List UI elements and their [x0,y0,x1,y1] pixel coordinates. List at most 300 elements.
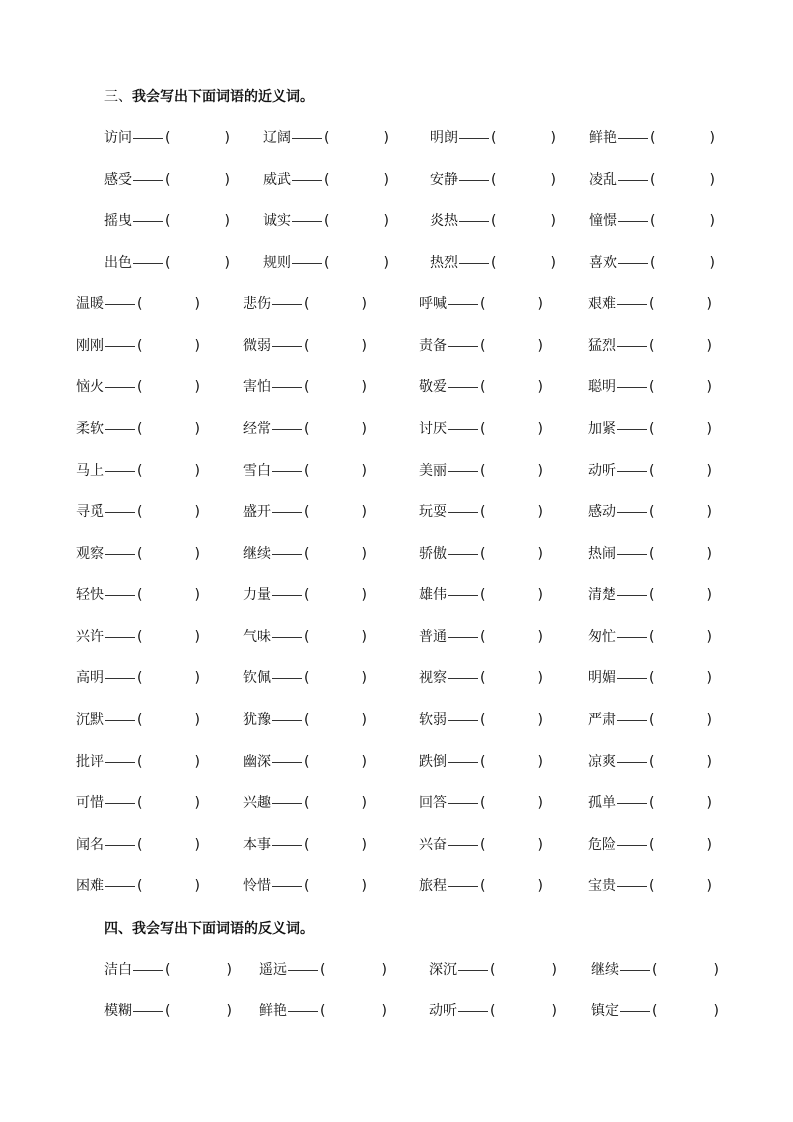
answer-blank[interactable] [485,379,537,395]
right-paren: ) [709,255,715,271]
left-paren: ( [304,587,310,603]
right-paren: ) [537,379,543,395]
dash-line [105,803,135,804]
answer-blank[interactable] [309,837,361,853]
answer-blank[interactable] [496,172,550,188]
right-paren: ) [537,629,543,645]
word-label: 热烈 [430,255,458,271]
right-paren: ) [194,878,200,894]
left-paren: ( [137,587,143,603]
word-label: 钦佩 [243,670,271,686]
word-label: 责备 [419,338,447,354]
answer-blank[interactable] [170,1003,226,1019]
answer-blank[interactable] [309,795,361,811]
word-item [588,876,712,896]
dash-line [105,346,135,347]
answer-blank[interactable] [325,1003,381,1019]
word-row [0,668,793,688]
right-paren: ) [537,754,543,770]
word-label: 兴奋 [419,837,447,853]
answer-blank[interactable] [485,296,537,312]
word-label: 犹豫 [243,712,271,728]
right-paren: ) [361,504,367,520]
answer-blank[interactable] [654,629,706,645]
answer-blank[interactable] [496,255,550,271]
answer-blank[interactable] [654,546,706,562]
answer-blank[interactable] [496,130,550,146]
left-paren: ( [304,712,310,728]
dash-line [105,554,135,555]
dash-line [448,803,478,804]
dash-line [105,304,135,305]
left-paren: ( [324,255,330,271]
dash-line [458,970,488,971]
left-paren: ( [480,421,486,437]
answer-blank[interactable] [142,629,194,645]
answer-blank[interactable] [655,213,709,229]
section-title: 我会写出下面词语的反义词。 [132,921,314,937]
right-paren: ) [713,1003,719,1019]
word-item [243,876,367,896]
word-item [76,876,200,896]
answer-blank[interactable] [142,837,194,853]
answer-blank[interactable] [654,837,706,853]
left-paren: ( [649,463,655,479]
answer-blank[interactable] [142,712,194,728]
word-item [588,294,712,314]
right-paren: ) [361,754,367,770]
right-paren: ) [381,1003,387,1019]
answer-blank[interactable] [142,379,194,395]
answer-blank[interactable] [309,587,361,603]
answer-blank[interactable] [170,962,226,978]
word-row [0,502,793,522]
word-item [76,461,200,481]
answer-blank[interactable] [329,213,383,229]
word-item [429,960,557,980]
word-item [591,1001,719,1021]
dash-line [133,180,163,181]
dash-line [272,387,302,388]
right-paren: ) [361,463,367,479]
dash-line [617,886,647,887]
left-paren: ( [137,421,143,437]
left-paren: ( [137,629,143,645]
answer-blank[interactable] [309,878,361,894]
answer-blank[interactable] [170,130,224,146]
left-paren: ( [649,421,655,437]
dash-line [617,304,647,305]
word-item [243,336,367,356]
dash-line [272,429,302,430]
dash-line [448,512,478,513]
right-paren: ) [550,130,556,146]
word-label: 出色 [104,255,132,271]
dash-line [133,263,163,264]
answer-blank[interactable] [485,504,537,520]
word-row [0,377,793,397]
word-label: 凉爽 [588,754,616,770]
dash-line [617,637,647,638]
left-paren: ( [480,795,486,811]
dash-line [272,346,302,347]
answer-blank[interactable] [655,130,709,146]
answer-blank[interactable] [309,379,361,395]
right-paren: ) [537,712,543,728]
answer-blank[interactable] [654,670,706,686]
word-label: 感动 [588,504,616,520]
left-paren: ( [165,213,171,229]
dash-line [288,970,318,971]
word-item [589,128,715,148]
word-item [243,502,367,522]
right-paren: ) [706,795,712,811]
answer-blank[interactable] [485,338,537,354]
word-label: 微弱 [243,338,271,354]
right-paren: ) [194,629,200,645]
word-item [243,627,367,647]
left-paren: ( [304,421,310,437]
right-paren: ) [383,213,389,229]
right-paren: ) [537,546,543,562]
word-row [0,585,793,605]
answer-blank[interactable] [654,379,706,395]
answer-blank[interactable] [654,795,706,811]
right-paren: ) [224,255,230,271]
answer-blank[interactable] [654,878,706,894]
right-paren: ) [361,837,367,853]
left-paren: ( [480,463,486,479]
left-paren: ( [304,504,310,520]
word-item [588,336,712,356]
left-paren: ( [137,837,143,853]
answer-blank[interactable] [309,629,361,645]
right-paren: ) [224,130,230,146]
right-paren: ) [224,172,230,188]
word-item [104,960,232,980]
word-item [243,710,367,730]
answer-blank[interactable] [485,629,537,645]
right-paren: ) [194,504,200,520]
right-paren: ) [361,670,367,686]
answer-blank[interactable] [654,296,706,312]
word-item [419,876,543,896]
word-item [263,170,389,190]
word-label: 热闹 [588,546,616,562]
left-paren: ( [649,837,655,853]
word-item [76,419,200,439]
left-paren: ( [304,379,310,395]
right-paren: ) [706,754,712,770]
answer-blank[interactable] [142,587,194,603]
answer-blank[interactable] [654,338,706,354]
right-paren: ) [537,463,543,479]
right-paren: ) [706,421,712,437]
word-label: 悲伤 [243,296,271,312]
section-title: 我会写出下面词语的近义词。 [132,89,314,105]
answer-blank[interactable] [485,463,537,479]
word-label: 柔软 [76,421,104,437]
word-item [259,960,387,980]
word-item [588,377,712,397]
left-paren: ( [137,338,143,354]
word-row [0,170,793,190]
left-paren: ( [137,296,143,312]
answer-blank[interactable] [309,463,361,479]
word-row [0,835,793,855]
answer-blank[interactable] [309,421,361,437]
dash-line [448,471,478,472]
right-paren: ) [194,296,200,312]
word-label: 批评 [76,754,104,770]
dash-line [272,512,302,513]
right-paren: ) [537,421,543,437]
right-paren: ) [537,837,543,853]
left-paren: ( [480,754,486,770]
left-paren: ( [650,213,656,229]
word-item [588,835,712,855]
answer-blank[interactable] [309,296,361,312]
word-item [589,253,715,273]
answer-blank[interactable] [655,255,709,271]
answer-blank[interactable] [170,172,224,188]
answer-blank[interactable] [654,754,706,770]
answer-blank[interactable] [325,962,381,978]
right-paren: ) [194,754,200,770]
left-paren: ( [480,629,486,645]
dash-line [292,180,322,181]
word-item [588,668,712,688]
left-paren: ( [137,754,143,770]
answer-blank[interactable] [142,754,194,770]
answer-blank[interactable] [309,338,361,354]
answer-blank[interactable] [654,712,706,728]
answer-blank[interactable] [654,421,706,437]
answer-blank[interactable] [485,712,537,728]
word-item [104,170,230,190]
dash-line [292,263,322,264]
word-label: 炎热 [430,213,458,229]
answer-blank[interactable] [657,962,713,978]
answer-blank[interactable] [329,130,383,146]
answer-blank[interactable] [329,172,383,188]
answer-blank[interactable] [495,1003,551,1019]
left-paren: ( [165,130,171,146]
left-paren: ( [649,504,655,520]
word-label: 刚刚 [76,338,104,354]
answer-blank[interactable] [309,504,361,520]
answer-blank[interactable] [170,213,224,229]
answer-blank[interactable] [142,795,194,811]
answer-blank[interactable] [309,712,361,728]
word-label: 闻名 [76,837,104,853]
answer-blank[interactable] [655,172,709,188]
dash-line [617,720,647,721]
left-paren: ( [165,1003,171,1019]
dash-line [105,512,135,513]
right-paren: ) [194,837,200,853]
answer-blank[interactable] [496,213,550,229]
dash-line [133,1011,163,1012]
answer-blank[interactable] [485,421,537,437]
dash-line [459,180,489,181]
right-paren: ) [550,172,556,188]
word-label: 经常 [243,421,271,437]
answer-blank[interactable] [485,587,537,603]
left-paren: ( [304,629,310,645]
dash-line [617,554,647,555]
dash-line [459,263,489,264]
word-item [430,170,556,190]
word-label: 困难 [76,878,104,894]
answer-blank[interactable] [142,463,194,479]
left-paren: ( [649,379,655,395]
word-label: 匆忙 [588,629,616,645]
word-item [243,461,367,481]
answer-blank[interactable] [309,546,361,562]
word-item [76,835,200,855]
left-paren: ( [320,962,326,978]
right-paren: ) [706,546,712,562]
word-label: 跌倒 [419,754,447,770]
left-paren: ( [650,255,656,271]
word-row [0,627,793,647]
answer-blank[interactable] [142,296,194,312]
word-item [419,377,543,397]
answer-blank[interactable] [654,587,706,603]
dash-line [272,595,302,596]
dash-line [448,886,478,887]
dash-line [448,554,478,555]
answer-blank[interactable] [654,504,706,520]
dash-line [272,678,302,679]
left-paren: ( [480,379,486,395]
right-paren: ) [537,878,543,894]
word-item [588,461,712,481]
answer-blank[interactable] [495,962,551,978]
answer-blank[interactable] [142,338,194,354]
word-label: 软弱 [419,712,447,728]
word-item [419,419,543,439]
answer-blank[interactable] [142,670,194,686]
word-label: 猛烈 [588,338,616,354]
word-label: 访问 [104,130,132,146]
dash-line [617,803,647,804]
word-label: 观察 [76,546,104,562]
answer-blank[interactable] [485,837,537,853]
answer-blank[interactable] [329,255,383,271]
word-item [588,710,712,730]
word-label: 遥远 [259,962,287,978]
word-label: 明媚 [588,670,616,686]
word-item [76,710,200,730]
answer-blank[interactable] [142,504,194,520]
left-paren: ( [491,213,497,229]
word-label: 可惜 [76,795,104,811]
dash-line [618,221,648,222]
dash-line [448,429,478,430]
word-item [588,752,712,772]
answer-blank[interactable] [654,463,706,479]
left-paren: ( [480,712,486,728]
left-paren: ( [491,172,497,188]
dash-line [105,429,135,430]
word-row [0,294,793,314]
answer-blank[interactable] [142,421,194,437]
answer-blank[interactable] [309,670,361,686]
word-item [76,336,200,356]
right-paren: ) [383,130,389,146]
left-paren: ( [480,504,486,520]
right-paren: ) [551,1003,557,1019]
dash-line [105,678,135,679]
answer-blank[interactable] [657,1003,713,1019]
left-paren: ( [304,338,310,354]
word-item [76,627,200,647]
word-item [430,211,556,231]
left-paren: ( [137,712,143,728]
right-paren: ) [537,670,543,686]
answer-blank[interactable] [485,670,537,686]
left-paren: ( [304,670,310,686]
right-paren: ) [361,421,367,437]
left-paren: ( [137,546,143,562]
left-paren: ( [480,878,486,894]
word-label: 动听 [429,1003,457,1019]
dash-line [617,845,647,846]
word-item [76,294,200,314]
answer-blank[interactable] [485,878,537,894]
left-paren: ( [304,546,310,562]
left-paren: ( [480,296,486,312]
dash-line [617,762,647,763]
word-label: 普通 [419,629,447,645]
right-paren: ) [361,338,367,354]
dash-line [272,845,302,846]
word-item [591,960,719,980]
word-row [0,211,793,231]
dash-line [105,886,135,887]
left-paren: ( [320,1003,326,1019]
right-paren: ) [194,379,200,395]
left-paren: ( [652,1003,658,1019]
right-paren: ) [706,587,712,603]
word-item [259,1001,387,1021]
answer-blank[interactable] [485,546,537,562]
dash-line [448,762,478,763]
dash-line [458,1011,488,1012]
word-label: 宝贵 [588,878,616,894]
word-item [419,336,543,356]
right-paren: ) [537,795,543,811]
word-item [243,793,367,813]
answer-blank[interactable] [485,795,537,811]
dash-line [448,304,478,305]
answer-blank[interactable] [142,878,194,894]
word-item [243,752,367,772]
word-item [243,585,367,605]
dash-line [105,845,135,846]
right-paren: ) [194,546,200,562]
word-row [0,461,793,481]
word-row [0,253,793,273]
answer-blank[interactable] [309,754,361,770]
answer-blank[interactable] [485,754,537,770]
answer-blank[interactable] [170,255,224,271]
right-paren: ) [361,712,367,728]
word-label: 轻快 [76,587,104,603]
answer-blank[interactable] [142,546,194,562]
